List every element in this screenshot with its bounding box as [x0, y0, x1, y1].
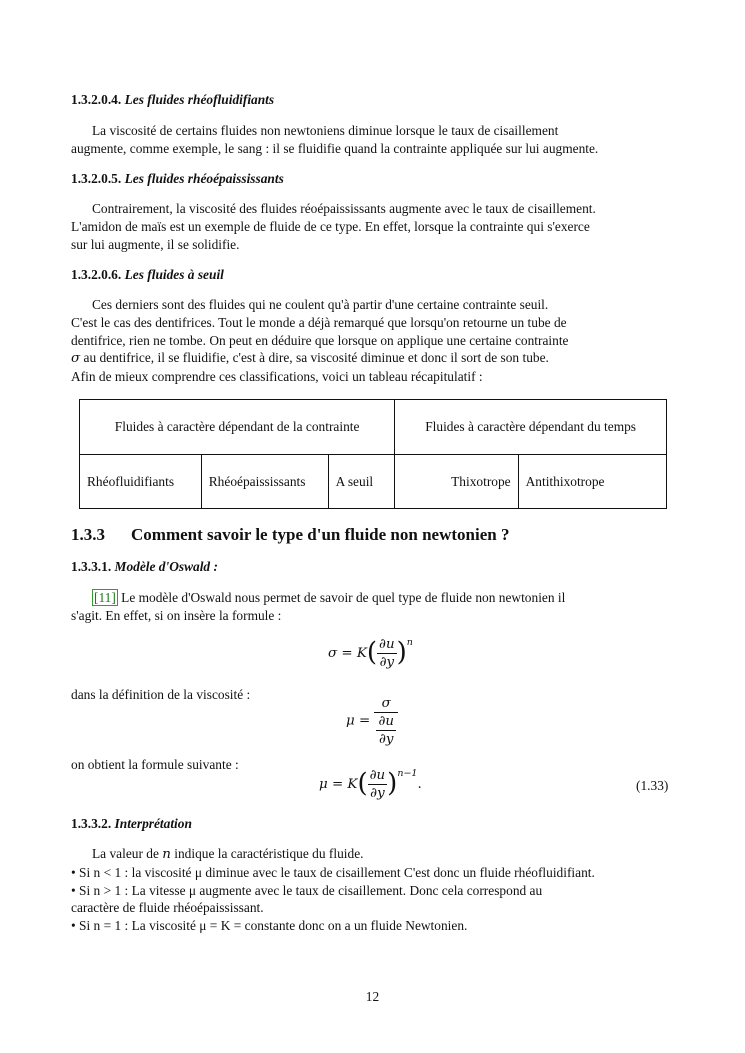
text-line: Afin de mieux comprendre ces classifications, voici un tableau récapitulatif :	[71, 369, 483, 385]
table-cell: A seuil	[328, 455, 395, 509]
fraction-numerator: ∂u	[378, 714, 395, 729]
right-paren: )	[387, 768, 398, 799]
text-line: au dentifrice, il se fluidifie, c'est à dire, sa viscosité diminue et donc il sort de son tube.	[80, 350, 549, 366]
equation-tail: .	[417, 777, 422, 792]
text-line: La valeur de	[92, 846, 163, 861]
heading-number: 1.3.2.0.5.	[71, 171, 122, 186]
nested-fraction	[376, 713, 396, 748]
section-heading-1-3-3	[71, 526, 509, 544]
heading-title: Comment savoir le type d'un fluide non newtonien ?	[131, 525, 510, 544]
table-cell: Thixotrope	[395, 455, 518, 509]
subsection-heading-rheofluidifiants	[71, 91, 274, 109]
text-line: Contrairement, la viscosité des fluides réoépaississants augmente avec le taux de cisaillement.	[92, 201, 596, 216]
heading-title: Les fluides à seuil	[124, 267, 224, 282]
fraction-numerator: ∂u	[379, 637, 395, 652]
right-paren: )	[396, 637, 407, 668]
left-paren: (	[357, 768, 368, 799]
fraction	[377, 636, 397, 671]
exponent: n	[406, 637, 413, 648]
paragraph-rheofluidifiants	[71, 122, 674, 158]
table-header-cell: Fluides à caractère dépendant du temps	[395, 400, 667, 455]
heading-number: 1.3.3	[71, 525, 105, 544]
classification-table	[79, 399, 667, 509]
text-line: La viscosité de certains fluides non newtoniens diminue lorsque le taux de cisaillement	[92, 123, 559, 138]
text-line: dans la définition de la viscosité :	[71, 687, 251, 702]
table-cell: Antithixotrope	[518, 455, 666, 509]
fraction-denominator: ∂y	[379, 655, 395, 670]
subsection-heading-rheoepaississants	[71, 170, 284, 188]
bullet-item: • Si n = 1 : La viscosité μ = K = constante donc on a un fluide Newtonien.	[71, 918, 468, 934]
equation-viscosity	[346, 695, 398, 748]
heading-number: 1.3.2.0.4.	[71, 92, 122, 107]
table-cell: Rhéofluidifiants	[80, 455, 202, 509]
fraction-denominator: ∂y	[370, 786, 385, 801]
subsection-heading-interpretation	[71, 815, 192, 833]
paragraph-seuil	[71, 296, 674, 386]
fraction-numerator: ∂u	[369, 768, 386, 783]
equation-lhs: σ = K	[328, 646, 367, 661]
heading-title: Les fluides rhéoépaississants	[124, 171, 284, 186]
heading-title: Les fluides rhéofluidifiants	[124, 92, 275, 107]
sigma-symbol: σ	[71, 351, 81, 367]
text-line: dentifrice, rien ne tombe. On peut en déduire que lorsque on applique une certaine contrainte	[71, 332, 569, 348]
equation-1-33	[319, 767, 422, 802]
text-line: L'amidon de maïs est un exemple de fluide de ce type. En effet, lorsque la contrainte qui s'exerce	[71, 218, 590, 234]
text-line: on obtient la formule suivante :	[71, 757, 239, 772]
paragraph-oswald	[71, 589, 674, 625]
exponent: n−1	[397, 768, 418, 779]
page-number: 12	[365, 989, 380, 1004]
text-line: Le modèle d'Oswald nous permet de savoir de quel type de fluide non newtonien il	[117, 590, 566, 605]
heading-title: Modèle d'Oswald :	[114, 559, 218, 574]
fraction-numerator: σ	[374, 695, 398, 713]
heading-number: 1.3.2.0.6.	[71, 267, 122, 282]
table-header-row	[80, 400, 667, 455]
left-paren: (	[366, 637, 378, 668]
heading-number: 1.3.3.2.	[71, 816, 112, 831]
fraction-denominator: ∂y	[378, 732, 394, 747]
text-line: Ces derniers sont des fluides qui ne coulent qu'à partir d'une certaine contrainte seuil.	[92, 297, 549, 312]
heading-number: 1.3.3.1.	[71, 559, 112, 574]
bullet-item: • Si n < 1 : la viscosité μ diminue avec le taux de cisaillement C'est donc un fluide rhéofluidifiant.	[71, 864, 595, 880]
subsection-heading-oswald	[71, 558, 218, 576]
table-row	[80, 455, 667, 509]
heading-title: Interprétation	[114, 816, 192, 831]
text-line: indique la caractéristique du fluide.	[170, 846, 364, 861]
table-header-cell: Fluides à caractère dépendant de la contrainte	[80, 400, 395, 455]
text-line: caractère de fluide rhéoépaississant.	[71, 900, 264, 916]
subsection-heading-seuil	[71, 266, 224, 284]
fraction-denominator	[374, 713, 398, 748]
text-line: augmente, comme exemple, le sang : il se fluidifie quand la contrainte appliquée sur lui augmente.	[71, 140, 599, 156]
paragraph-rheoepaississants	[71, 200, 674, 253]
equation-oswald	[328, 636, 413, 671]
n-symbol: n	[162, 847, 171, 862]
table-cell: Rhéoépaississants	[201, 455, 328, 509]
paragraph-interpretation	[71, 845, 674, 935]
citation-link[interactable]: [11]	[94, 590, 116, 605]
fraction	[374, 695, 398, 748]
fraction	[368, 767, 388, 802]
equation-lhs: μ =	[346, 713, 371, 729]
equation-lhs: μ = K	[319, 777, 358, 792]
text-line: s'agit. En effet, si on insère la formule :	[71, 607, 282, 623]
equation-number: (1.33)	[636, 778, 669, 793]
text-line: sur lui augmente, il se solidifie.	[71, 236, 240, 252]
text-line: C'est le cas des dentifrices. Tout le monde a déjà remarqué que lorsqu'on retourne un tube de	[71, 314, 567, 330]
bullet-item: • Si n > 1 : La vitesse μ augmente avec le taux de cisaillement. Donc cela correspond au	[71, 882, 543, 898]
